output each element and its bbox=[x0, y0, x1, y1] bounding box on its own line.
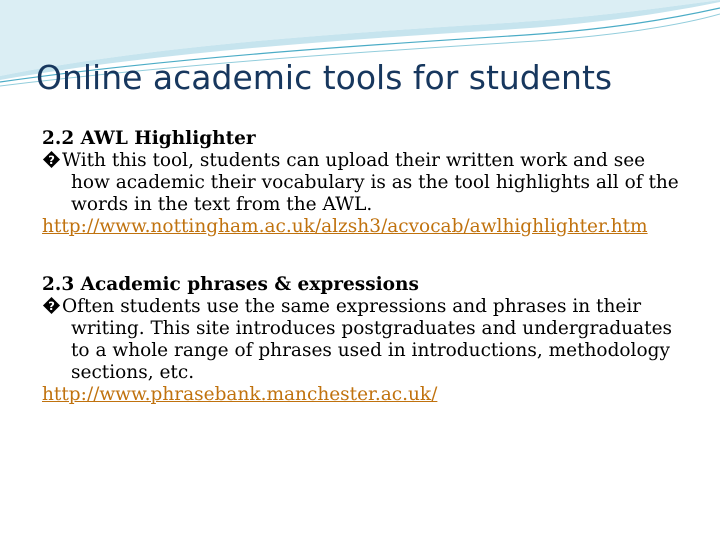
slide-title: Online academic tools for students bbox=[36, 58, 613, 97]
bullet-text: With this tool, students can upload their written work and see how academic their vocabulary is as the tool highlights all of the words in the text from the AWL. bbox=[62, 150, 679, 215]
section-heading: 2.3 Academic phrases & expressions bbox=[42, 274, 419, 295]
section-academic-phrases bbox=[42, 274, 682, 406]
phrasebank-link[interactable]: http://www.phrasebank.manchester.ac.uk/ bbox=[42, 384, 438, 405]
bullet-text: Often students use the same expressions and phrases in their writing. This site introduces postgraduates and undergraduates to a whole range of phrases used in introductions, methodology sections, etc. bbox=[62, 296, 673, 383]
svg-text:?: ? bbox=[48, 298, 55, 313]
bullet-paragraph bbox=[42, 150, 682, 216]
section-heading: 2.2 AWL Highlighter bbox=[42, 128, 256, 149]
replacement-char-icon bbox=[42, 150, 61, 169]
section-spacer bbox=[42, 238, 682, 274]
awl-highlighter-link[interactable]: http://www.nottingham.ac.uk/alzsh3/acvocab/awlhighlighter.htm bbox=[42, 216, 648, 237]
section-awl-highlighter bbox=[42, 128, 682, 238]
slide-content bbox=[42, 128, 682, 406]
replacement-char-icon bbox=[42, 296, 61, 315]
bullet-paragraph bbox=[42, 296, 682, 384]
svg-text:?: ? bbox=[48, 152, 55, 167]
